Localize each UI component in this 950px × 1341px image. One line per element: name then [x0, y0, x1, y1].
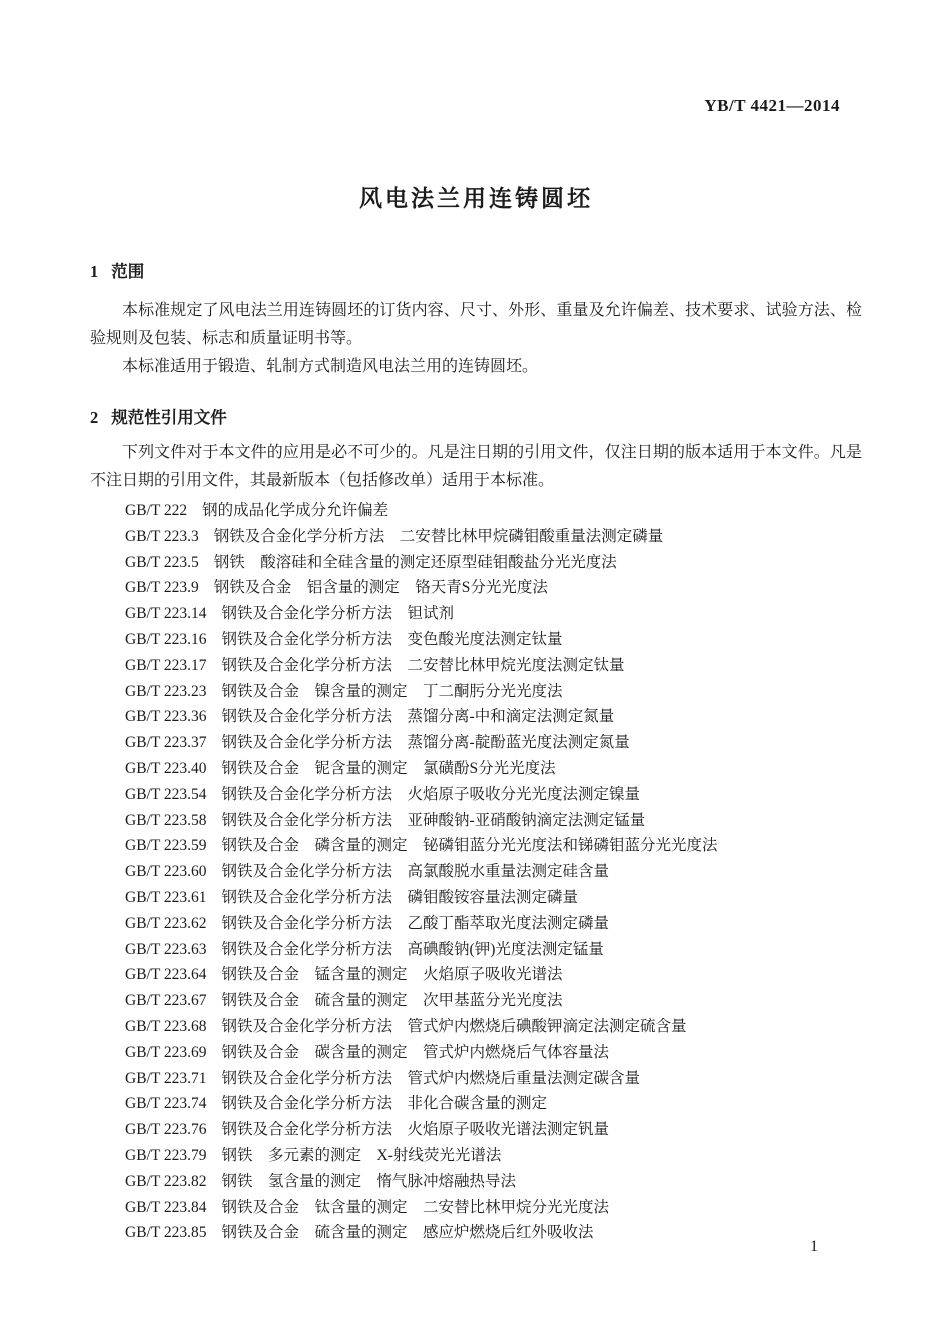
reference-code: GB/T 223.68	[125, 1017, 207, 1035]
reference-description: 钢铁及合金 硫含量的测定 次甲基蓝分光光度法	[221, 992, 563, 1010]
reference-item	[125, 1117, 862, 1143]
doc-number: YB/T 4421—2014	[704, 96, 840, 115]
reference-item	[125, 911, 862, 937]
reference-code: GB/T 223.36	[125, 708, 207, 726]
reference-code: GB/T 223.84	[125, 1198, 207, 1216]
reference-item	[125, 1040, 862, 1066]
reference-item	[125, 653, 862, 679]
reference-code: GB/T 223.37	[125, 734, 207, 752]
reference-description: 钢铁及合金化学分析方法 火焰原子吸收光谱法测定钒量	[221, 1121, 610, 1139]
paragraph: 下列文件对于本文件的应用是必不可少的。凡是注日期的引用文件，仅注日期的版本适用于本文件。凡是不注日期的引用文件，其最新版本（包括修改单）适用于本标准。	[90, 444, 862, 489]
reference-code: GB/T 223.61	[125, 888, 207, 906]
reference-description: 钢铁及合金化学分析方法 管式炉内燃烧后碘酸钾滴定法测定硫含量	[221, 1017, 687, 1035]
reference-description: 钢铁及合金 磷含量的测定 铋磷钼蓝分光光度法和锑磷钼蓝分光光度法	[221, 837, 718, 855]
reference-description: 钢的成品化学成分允许偏差	[202, 502, 389, 519]
reference-description: 钢铁 氢含量的测定 惰气脉冲熔融热导法	[221, 1172, 517, 1190]
reference-description: 钢铁及合金化学分析方法 乙酸丁酯萃取光度法测定磷量	[221, 914, 610, 932]
reference-description: 钢铁 酸溶硅和全硅含量的测定还原型硅钼酸盐分光光度法	[213, 553, 617, 571]
section-heading-references	[90, 407, 862, 429]
section-number: 1	[90, 262, 99, 281]
reference-code: GB/T 223.14	[125, 605, 207, 623]
reference-code: GB/T 223.71	[125, 1069, 207, 1087]
reference-description: 钢铁及合金 铝含量的测定 铬天青S分光光度法	[213, 579, 548, 597]
reference-item	[125, 1143, 862, 1169]
reference-code: GB/T 223.59	[125, 837, 207, 855]
reference-description: 钢铁及合金化学分析方法 变色酸光度法测定钛量	[221, 630, 563, 648]
paragraph: 本标准规定了风电法兰用连铸圆坯的订货内容、尺寸、外形、重量及允许偏差、技术要求、试验方法、检验规则及包装、标志和质量证明书等。	[90, 302, 862, 347]
section-body-references	[90, 439, 862, 1246]
reference-item	[125, 808, 862, 834]
section-title: 规范性引用文件	[111, 408, 227, 427]
reference-item	[125, 1066, 862, 1092]
reference-description: 钢铁及合金 碳含量的测定 管式炉内燃烧后气体容量法	[221, 1043, 610, 1061]
section-references	[90, 407, 862, 1246]
section-title: 范围	[111, 262, 145, 281]
reference-code: GB/T 223.60	[125, 863, 207, 881]
reference-item	[125, 498, 862, 524]
reference-description: 钢铁及合金化学分析方法 管式炉内燃烧后重量法测定碳含量	[221, 1069, 641, 1087]
reference-code: GB/T 223.67	[125, 992, 207, 1010]
reference-item	[125, 704, 862, 730]
reference-code: GB/T 223.54	[125, 785, 207, 803]
reference-item	[125, 1195, 862, 1221]
section-scope	[90, 261, 862, 381]
reference-code: GB/T 223.5	[125, 553, 199, 571]
reference-description: 钢铁及合金化学分析方法 非化合碳含量的测定	[221, 1095, 548, 1113]
reference-code: GB/T 223.62	[125, 914, 207, 932]
reference-code: GB/T 223.40	[125, 759, 207, 777]
reference-item	[125, 859, 862, 885]
reference-item	[125, 756, 862, 782]
reference-item	[125, 524, 862, 550]
reference-code: GB/T 223.69	[125, 1043, 207, 1061]
reference-item	[125, 1091, 862, 1117]
reference-code: GB/T 223.16	[125, 630, 207, 648]
section-heading-scope	[90, 261, 862, 283]
reference-code: GB/T 223.64	[125, 966, 207, 984]
reference-item	[125, 1014, 862, 1040]
references-list	[125, 498, 862, 1246]
reference-description: 钢铁及合金 镍含量的测定 丁二酮肟分光光度法	[221, 682, 563, 700]
paragraph: 本标准适用于锻造、轧制方式制造风电法兰用的连铸圆坯。	[122, 358, 539, 375]
reference-description: 钢铁及合金 钛含量的测定 二安替比林甲烷分光光度法	[221, 1198, 610, 1216]
reference-description: 钢铁及合金化学分析方法 蒸馏分离-靛酚蓝光度法测定氮量	[221, 734, 630, 752]
reference-item	[125, 679, 862, 705]
reference-item	[125, 575, 862, 601]
reference-description: 钢铁及合金化学分析方法 二安替比林甲烷磷钼酸重量法测定磷量	[213, 527, 664, 545]
reference-item	[125, 937, 862, 963]
reference-description: 钢铁及合金 硫含量的测定 感应炉燃烧后红外吸收法	[221, 1224, 594, 1242]
reference-code: GB/T 223.63	[125, 940, 207, 958]
reference-description: 钢铁及合金 锰含量的测定 火焰原子吸收光谱法	[221, 966, 563, 984]
reference-item	[125, 988, 862, 1014]
reference-code: GB/T 223.74	[125, 1095, 207, 1113]
page-title: 风电法兰用连铸圆坯	[359, 186, 593, 211]
reference-code: GB/T 223.23	[125, 682, 207, 700]
reference-code: GB/T 223.85	[125, 1224, 207, 1242]
reference-code: GB/T 223.17	[125, 656, 207, 674]
reference-item	[125, 1169, 862, 1195]
reference-item	[125, 885, 862, 911]
section-number: 2	[90, 408, 99, 427]
reference-item	[125, 730, 862, 756]
reference-item	[125, 1220, 862, 1246]
reference-description: 钢铁及合金化学分析方法 高碘酸钠(钾)光度法测定锰量	[221, 940, 604, 958]
reference-code: GB/T 222	[125, 502, 188, 519]
section-body-scope	[90, 297, 862, 381]
reference-item	[125, 782, 862, 808]
reference-code: GB/T 223.9	[125, 579, 199, 597]
reference-description: 钢铁及合金化学分析方法 高氯酸脱水重量法测定硅含量	[221, 863, 610, 881]
reference-item	[125, 601, 862, 627]
reference-item	[125, 550, 862, 576]
reference-item	[125, 962, 862, 988]
reference-code: GB/T 223.76	[125, 1121, 207, 1139]
reference-description: 钢铁及合金化学分析方法 钽试剂	[221, 605, 455, 623]
reference-description: 钢铁 多元素的测定 X-射线荧光光谱法	[221, 1146, 502, 1164]
reference-description: 钢铁及合金 铌含量的测定 氯磺酚S分光光度法	[221, 759, 556, 777]
reference-description: 钢铁及合金化学分析方法 火焰原子吸收分光光度法测定镍量	[221, 785, 641, 803]
reference-code: GB/T 223.3	[125, 527, 199, 545]
reference-description: 钢铁及合金化学分析方法 二安替比林甲烷光度法测定钛量	[221, 656, 625, 674]
reference-description: 钢铁及合金化学分析方法 蒸馏分离-中和滴定法测定氮量	[221, 708, 615, 726]
reference-description: 钢铁及合金化学分析方法 磷钼酸铵容量法测定磷量	[221, 888, 579, 906]
reference-code: GB/T 223.58	[125, 811, 207, 829]
reference-code: GB/T 223.79	[125, 1146, 207, 1164]
reference-item	[125, 627, 862, 653]
reference-item	[125, 833, 862, 859]
page-number: 1	[810, 1238, 818, 1255]
reference-code: GB/T 223.82	[125, 1172, 207, 1190]
reference-description: 钢铁及合金化学分析方法 亚砷酸钠-亚硝酸钠滴定法测定锰量	[221, 811, 646, 829]
